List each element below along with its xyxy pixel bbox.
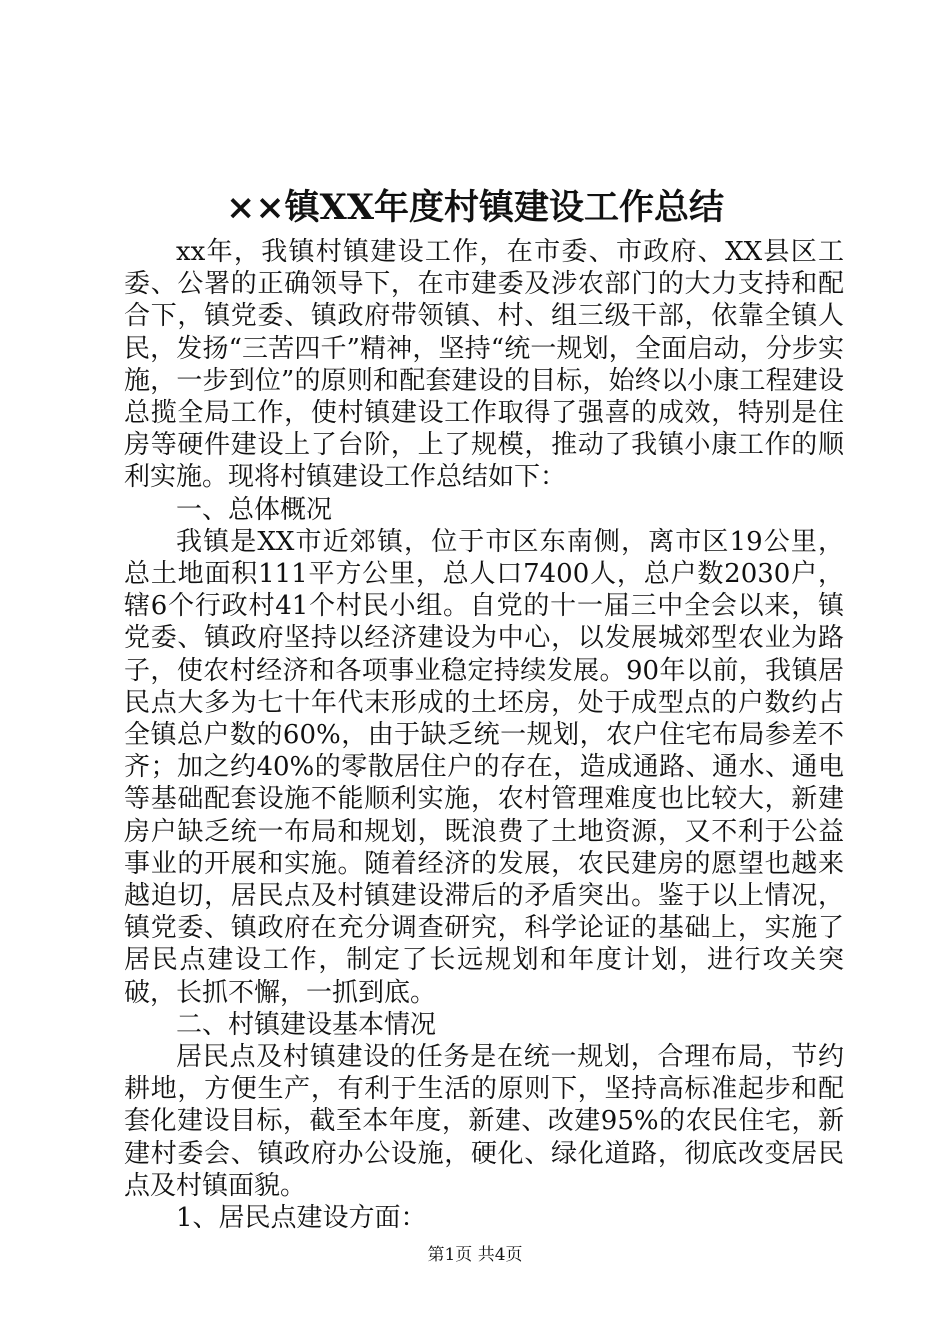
- document-body: [124, 236, 844, 1234]
- section-heading-overview: 一、总体概况: [176, 494, 333, 525]
- paragraph-overview: 我镇是XX市近郊镇，位于市区东南侧，离市区19公里，总土地面积111平方公里，总人口7400人，总户数2030户，辖6个行政村41个村民小组。自党的十一届三中全会以来，镇党委、镇政府坚持以经济建设为中心，以发展城郊型农业为路子，使农村经济和各项事业稳定持续发展。90年以前，我镇居民点大多为七十年代末形成的土坯房，处于成型点的户数约占全镇总户数的60%，由于缺乏统一规划，农户住宅布局参差不齐；加之约40%的零散居住户的存在，造成通路、通水、通电等基础配套设施不能顺利实施，农村管理难度也比较大，新建房户缺乏统一布局和规划，既浪费了土地资源，又不利于公益事业的开展和实施。随着经济的发展，农民建房的愿望也越来越迫切，居民点及村镇建设滞后的矛盾突出。鉴于以上情况，镇党委、镇政府在充分调查研究，科学论证的基础上，实施了居民点建设工作，制定了长远规划和年度计划，进行攻关突破，长抓不懈，一抓到底。: [124, 526, 844, 1008]
- subsection-heading-residential: 1、居民点建设方面：: [176, 1203, 427, 1234]
- paragraph-intro: xx年，我镇村镇建设工作，在市委、市政府、XX县区工委、公署的正确领导下，在市建委及涉农部门的大力支持和配合下，镇党委、镇政府带领镇、村、组三级干部，依靠全镇人民，发扬“三苦四千”精神，坚持“统一规划，全面启动，分步实施，一步到位”的原则和配套建设的目标，始终以小康工程建设总揽全局工作，使村镇建设工作取得了强喜的成效，特别是住房等硬件建设上了台阶，上了规模，推动了我镇小康工作的顺利实施。现将村镇建设工作总结如下：: [124, 237, 844, 493]
- document-title: ××镇XX年度村镇建设工作总结: [226, 187, 724, 228]
- page-footer: 第1页 共4页: [427, 1245, 523, 1265]
- paragraph-basic-situation: 居民点及村镇建设的任务是在统一规划，合理布局，节约耕地，方便生产，有利于生活的原则下，坚持高标准起步和配套化建设目标，截至本年度，新建、改建95%的农民住宅，新建村委会、镇政府办公设施，硬化、绿化道路，彻底改变居民点及村镇面貌。: [124, 1042, 844, 1201]
- section-heading-basic-situation: 二、村镇建设基本情况: [176, 1009, 437, 1040]
